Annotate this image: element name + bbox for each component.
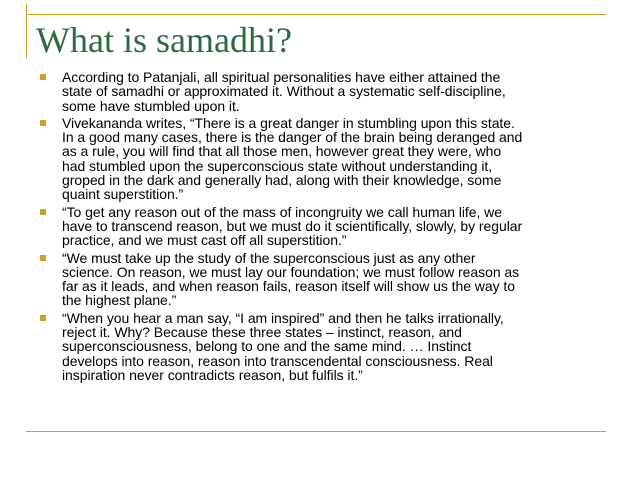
bullet-item	[36, 205, 526, 248]
square-bullet-icon	[40, 255, 46, 261]
square-bullet-icon	[40, 120, 46, 126]
bullet-item	[36, 70, 526, 113]
bottom-rule	[26, 431, 606, 432]
bullet-text: According to Patanjali, all spiritual personalities have either attained the state of samadhi or approximated it. Without a systematic self-discipline, some have stumbled upon it.	[62, 69, 506, 114]
bullet-text: “We must take up the study of the superconscious just as any other science. On reason, we must lay our foundation; we must follow reason as far as it leads, and when reason fails, reason itself will show us the way to the highest plane.”	[62, 249, 520, 309]
bullet-list	[36, 70, 526, 385]
bullet-text: Vivekananda writes, “There is a great danger in stumbling upon this state. In a good many cases, there is the danger of the brain being deranged and as a rule, you will find that all those men, however great they were, who had stumbled upon the superconscious state without understanding it, groped in the dark and generally had, along with their knowledge, some quaint superstition.”	[62, 114, 523, 203]
slide-title: What is samadhi?	[36, 20, 292, 60]
square-bullet-icon	[40, 315, 46, 321]
bullet-text: “To get any reason out of the mass of incongruity we call human life, we have to transcend reason, but we must do it scientifically, slowly, by regular practice, and we must cast off all superstition.”	[62, 203, 523, 249]
bullet-item	[36, 116, 526, 202]
square-bullet-icon	[40, 209, 46, 215]
bullet-item	[36, 311, 526, 382]
square-bullet-icon	[40, 74, 46, 80]
bullet-text: “When you hear a man say, “I am inspired” and then he talks irrationally, reject it. Why? Because these three states – instinct, reason, and superconsciousness, belong to one and the same mind. … Instinct develops into reason, reason into transcendental consciousness. Real inspiration never contradicts reason, but fulfils it.”	[62, 309, 504, 383]
left-rule	[26, 4, 27, 58]
bullet-item	[36, 251, 526, 308]
top-rule	[26, 14, 606, 15]
